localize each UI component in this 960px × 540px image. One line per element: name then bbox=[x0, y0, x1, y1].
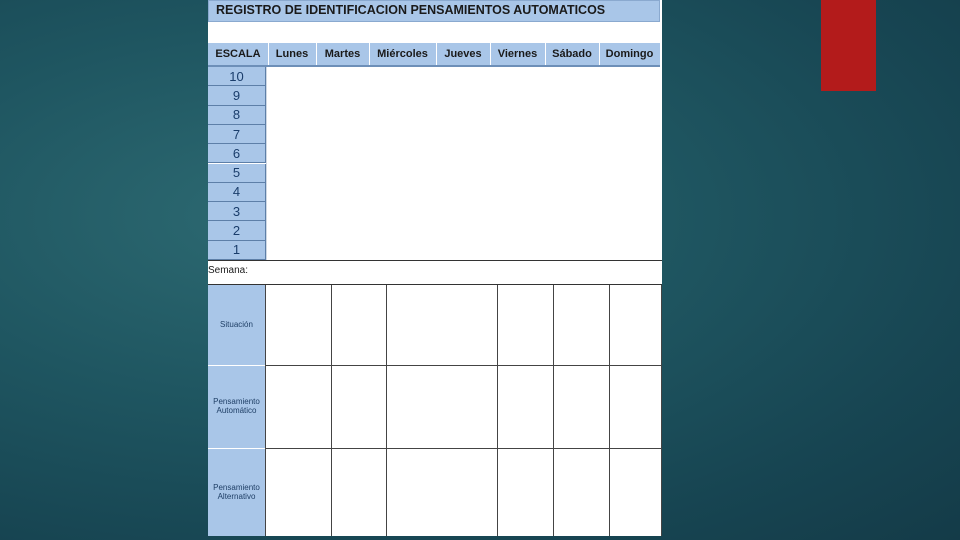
scale-value: 3 bbox=[208, 202, 266, 221]
mood-graph-area[interactable] bbox=[266, 67, 661, 260]
scale-value: 6 bbox=[208, 144, 266, 163]
sheet-title: REGISTRO DE IDENTIFICACION PENSAMIENTOS AUTOMATICOS bbox=[216, 3, 606, 17]
row-label-situation: Situación bbox=[208, 285, 265, 365]
scale-value: 10 bbox=[208, 67, 266, 86]
record-sheet bbox=[208, 0, 662, 536]
scale-value: 5 bbox=[208, 164, 266, 183]
day-header-thursday: Jueves bbox=[444, 48, 482, 60]
grid-line bbox=[497, 285, 498, 536]
grid-line bbox=[386, 285, 387, 536]
grid-line bbox=[609, 285, 610, 536]
grid-line bbox=[661, 285, 662, 536]
scale-value: 8 bbox=[208, 106, 266, 125]
day-header-tuesday: Martes bbox=[324, 48, 361, 60]
scale-value: 1 bbox=[208, 241, 266, 260]
grid-line bbox=[265, 448, 662, 449]
title-bar bbox=[208, 0, 660, 22]
day-header-wednesday: Miércoles bbox=[377, 48, 428, 60]
row-label-automatic-thought: Pensamiento Automático bbox=[208, 366, 265, 448]
week-label: Semana: bbox=[208, 265, 249, 276]
grid-line bbox=[553, 285, 554, 536]
red-accent-block bbox=[821, 0, 876, 91]
days-header-row bbox=[208, 43, 660, 67]
scale-value: 4 bbox=[208, 183, 266, 202]
day-header-sunday: Domingo bbox=[605, 48, 654, 60]
scale-value: 7 bbox=[208, 125, 266, 144]
week-row bbox=[208, 260, 662, 285]
scale-value: 9 bbox=[208, 86, 266, 105]
grid-line bbox=[331, 285, 332, 536]
grid-line bbox=[265, 285, 266, 536]
blank-row bbox=[208, 22, 660, 43]
scale-value: 2 bbox=[208, 221, 266, 240]
grid-line bbox=[265, 365, 662, 366]
row-label-alternative-thought: Pensamiento Alternativo bbox=[208, 449, 265, 536]
scale-header: ESCALA bbox=[215, 48, 261, 60]
day-header-saturday: Sábado bbox=[552, 48, 592, 60]
day-header-monday: Lunes bbox=[275, 48, 309, 60]
day-header-friday: Viernes bbox=[497, 48, 538, 60]
